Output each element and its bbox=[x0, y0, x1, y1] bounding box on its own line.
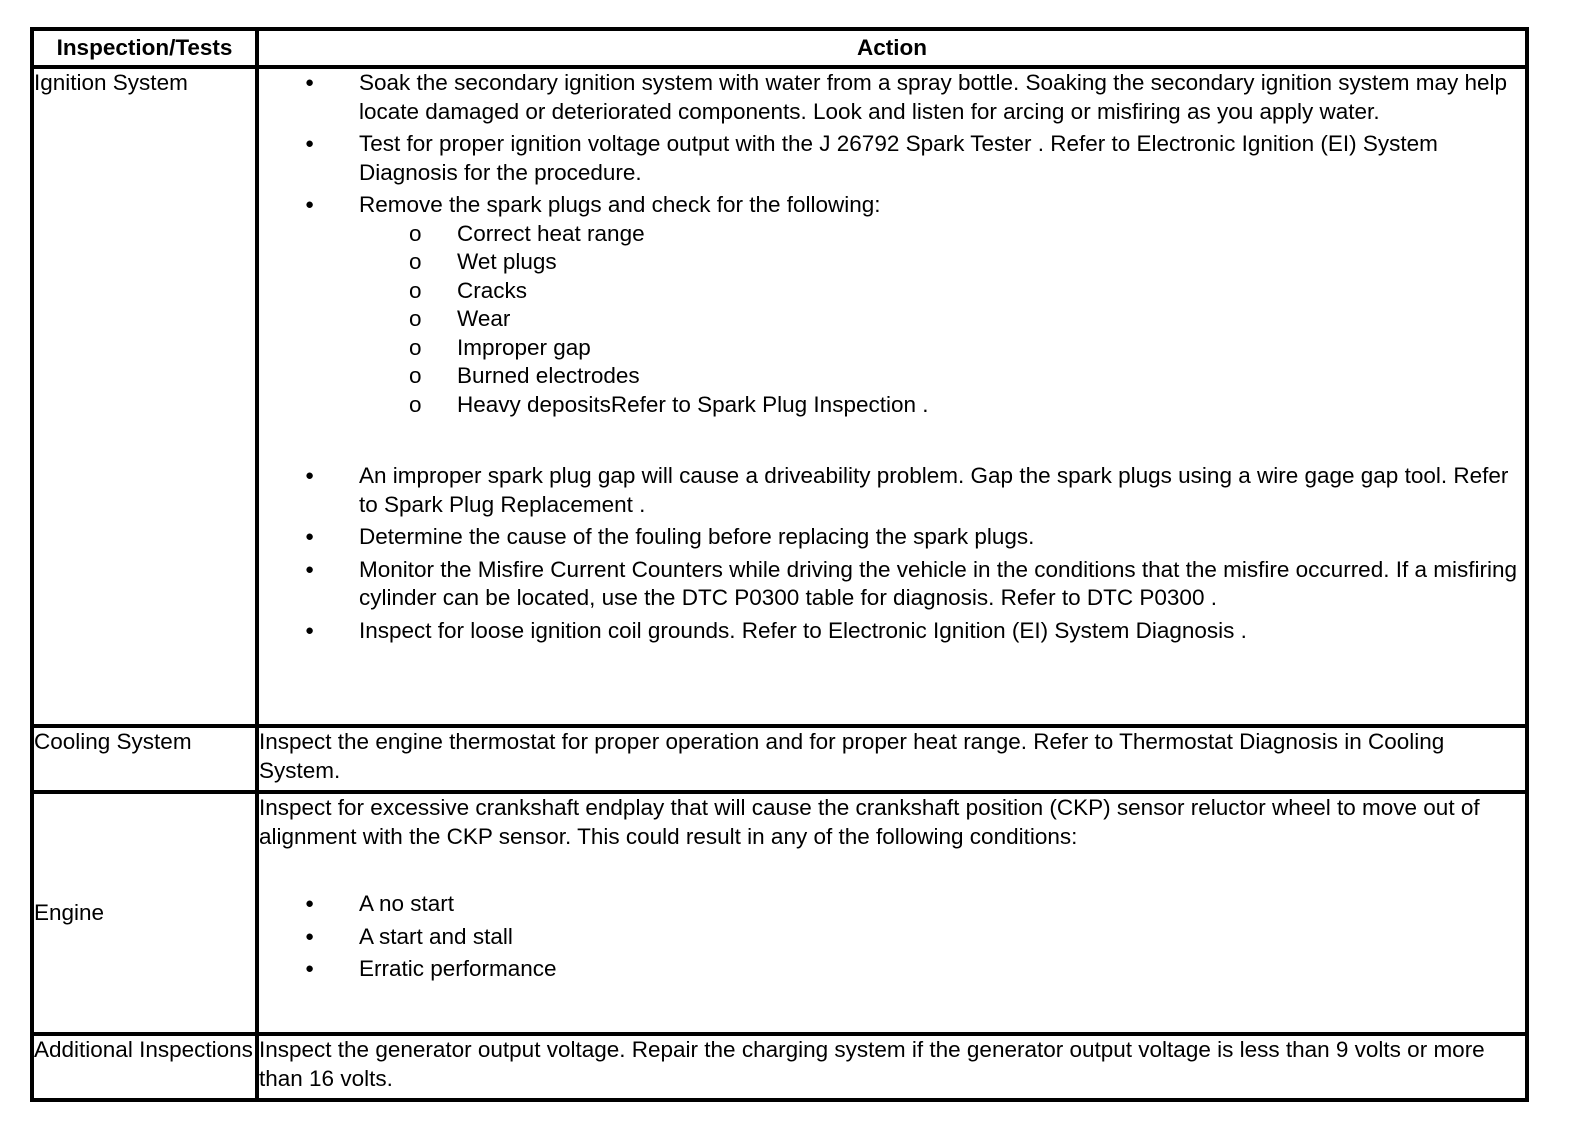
list-item: ● Inspect for loose ignition coil grounds. Refer to Electronic Ignition (EI) System Diagnosis . bbox=[259, 617, 1525, 646]
inspection-table bbox=[30, 27, 1529, 1102]
list-item: ● Erratic performance bbox=[259, 955, 1525, 984]
header-action: Action bbox=[257, 29, 1527, 67]
action-ignition-system bbox=[257, 67, 1527, 726]
ignition-bullet-list bbox=[259, 69, 1525, 645]
list-item: ● Determine the cause of the fouling before replacing the spark plugs. bbox=[259, 523, 1525, 552]
sub-list-item: o Correct heat range bbox=[359, 220, 1525, 249]
row-cooling-system bbox=[32, 726, 1527, 792]
row-ignition-system bbox=[32, 67, 1527, 726]
list-item: ● Soak the secondary ignition system with water from a spray bottle. Soaking the secondary ignition system may help locate damaged or deteriorated components. Look and listen for arcing or misfiring as you apply water. bbox=[259, 69, 1525, 126]
label-additional-inspections: Additional Inspections bbox=[32, 1034, 257, 1100]
row-additional-inspections bbox=[32, 1034, 1527, 1100]
action-engine bbox=[257, 792, 1527, 1034]
spacer bbox=[259, 851, 1525, 890]
engine-conditions-list bbox=[259, 890, 1525, 984]
spark-plug-check-list bbox=[359, 220, 1525, 420]
sub-list-item: o Wear bbox=[359, 305, 1525, 334]
label-ignition-system: Ignition System bbox=[32, 67, 257, 726]
list-item: ● Monitor the Misfire Current Counters while driving the vehicle in the conditions that the misfire occurred. If a misfiring cylinder can be located, use the DTC P0300 table for diagnosis. Refer to DTC P0300 . bbox=[259, 556, 1525, 613]
engine-intro-text: Inspect for excessive crankshaft endplay that will cause the crankshaft position (CKP) sensor reluctor wheel to move out of alignment with the CKP sensor. This could result in any of the following conditions: bbox=[259, 795, 1480, 849]
sub-list-item: o Improper gap bbox=[359, 334, 1525, 363]
row-engine bbox=[32, 792, 1527, 1034]
sub-list-item: o Burned electrodes bbox=[359, 362, 1525, 391]
list-item: ● An improper spark plug gap will cause a driveability problem. Gap the spark plugs using a wire gage gap tool. Refer to Spark Plug Replacement . bbox=[259, 462, 1525, 519]
label-engine: Engine bbox=[32, 792, 257, 1034]
header-row bbox=[32, 29, 1527, 67]
list-item bbox=[259, 191, 1525, 458]
action-additional-inspections: Inspect the generator output voltage. Repair the charging system if the generator output voltage is less than 9 volts or more than 16 volts. bbox=[257, 1034, 1527, 1100]
list-item: ● A no start bbox=[259, 890, 1525, 919]
sub-list-item: o Heavy depositsRefer to Spark Plug Inspection . bbox=[359, 391, 1525, 420]
list-item-text: Remove the spark plugs and check for the following: bbox=[359, 192, 881, 217]
sub-list-item: o Cracks bbox=[359, 277, 1525, 306]
spacer bbox=[359, 419, 1525, 458]
action-cooling-system: Inspect the engine thermostat for proper operation and for proper heat range. Refer to Thermostat Diagnosis in Cooling System. bbox=[257, 726, 1527, 792]
list-item: ● A start and stall bbox=[259, 923, 1525, 952]
label-cooling-system: Cooling System bbox=[32, 726, 257, 792]
list-item: ● Test for proper ignition voltage output with the J 26792 Spark Tester . Refer to Electronic Ignition (EI) System Diagnosis for the procedure. bbox=[259, 130, 1525, 187]
sub-list-item: o Wet plugs bbox=[359, 248, 1525, 277]
header-inspection-tests: Inspection/Tests bbox=[32, 29, 257, 67]
